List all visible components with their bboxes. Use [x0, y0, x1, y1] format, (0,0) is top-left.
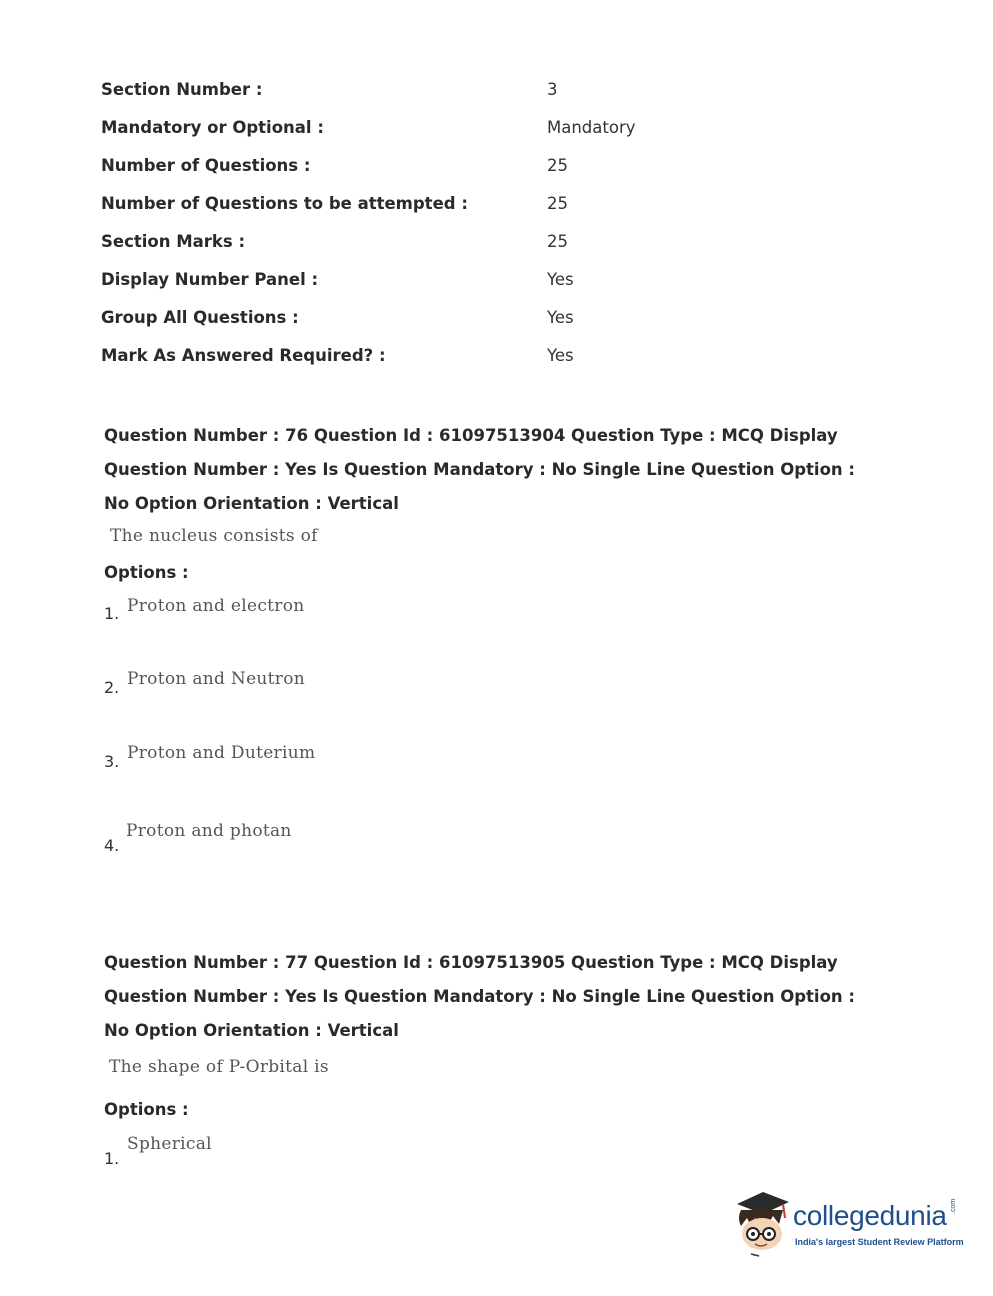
option-number: 1. — [104, 604, 120, 623]
brand-suffix: .com — [950, 1198, 957, 1214]
section-info-row — [101, 80, 901, 106]
option-text: Proton and photan — [126, 821, 292, 841]
mark-as-answered-value: Yes — [547, 346, 574, 365]
option-item — [104, 669, 504, 709]
option-number: 3. — [104, 752, 120, 771]
option-item — [104, 1134, 504, 1174]
section-info-row — [101, 232, 901, 258]
mascot-icon — [733, 1188, 795, 1258]
section-marks-value: 25 — [547, 232, 568, 251]
option-item — [104, 821, 504, 861]
section-info-row — [101, 118, 901, 144]
option-text: Proton and Duterium — [127, 743, 316, 763]
section-number-label: Section Number : — [101, 80, 263, 99]
section-info-row — [101, 194, 901, 220]
question-text: The nucleus consists of — [110, 526, 318, 546]
number-of-questions-label: Number of Questions : — [101, 156, 311, 175]
option-number: 4. — [104, 836, 120, 855]
questions-attempted-value: 25 — [547, 194, 568, 213]
mandatory-optional-value: Mandatory — [547, 118, 636, 137]
collegedunia-logo — [733, 1188, 963, 1258]
option-number: 1. — [104, 1149, 120, 1168]
option-text: Proton and electron — [127, 596, 305, 616]
question-text: The shape of P-Orbital is — [109, 1057, 329, 1077]
mark-as-answered-label: Mark As Answered Required? : — [101, 346, 386, 365]
section-marks-label: Section Marks : — [101, 232, 246, 251]
mandatory-optional-label: Mandatory or Optional : — [101, 118, 324, 137]
section-info-row — [101, 270, 901, 296]
options-label: Options : — [104, 563, 189, 582]
option-text: Spherical — [127, 1134, 212, 1154]
option-text: Proton and Neutron — [127, 669, 306, 689]
display-number-panel-label: Display Number Panel : — [101, 270, 319, 289]
brand-name: collegedunia — [793, 1200, 947, 1231]
option-item — [104, 743, 504, 783]
display-number-panel-value: Yes — [547, 270, 574, 289]
question-header: Question Number : 76 Question Id : 61097513904 Question Type : MCQ Display Question Number : Yes Is Question Mandatory : No Single Line Question Option : No Option Orientation : Vertical — [104, 426, 856, 513]
section-info-row — [101, 346, 901, 372]
section-info-row — [101, 308, 901, 334]
questions-attempted-label: Number of Questions to be attempted : — [101, 194, 468, 213]
section-number-value: 3 — [547, 80, 558, 99]
section-info-row — [101, 156, 901, 182]
number-of-questions-value: 25 — [547, 156, 568, 175]
option-number: 2. — [104, 678, 120, 697]
option-item — [104, 596, 504, 636]
options-label: Options : — [104, 1100, 189, 1119]
group-all-questions-value: Yes — [547, 308, 574, 327]
question-header: Question Number : 77 Question Id : 61097513905 Question Type : MCQ Display Question Number : Yes Is Question Mandatory : No Single Line Question Option : No Option Orientation : Vertical — [104, 953, 856, 1040]
brand-tagline: India's largest Student Review Platform — [795, 1237, 964, 1247]
group-all-questions-label: Group All Questions : — [101, 308, 299, 327]
